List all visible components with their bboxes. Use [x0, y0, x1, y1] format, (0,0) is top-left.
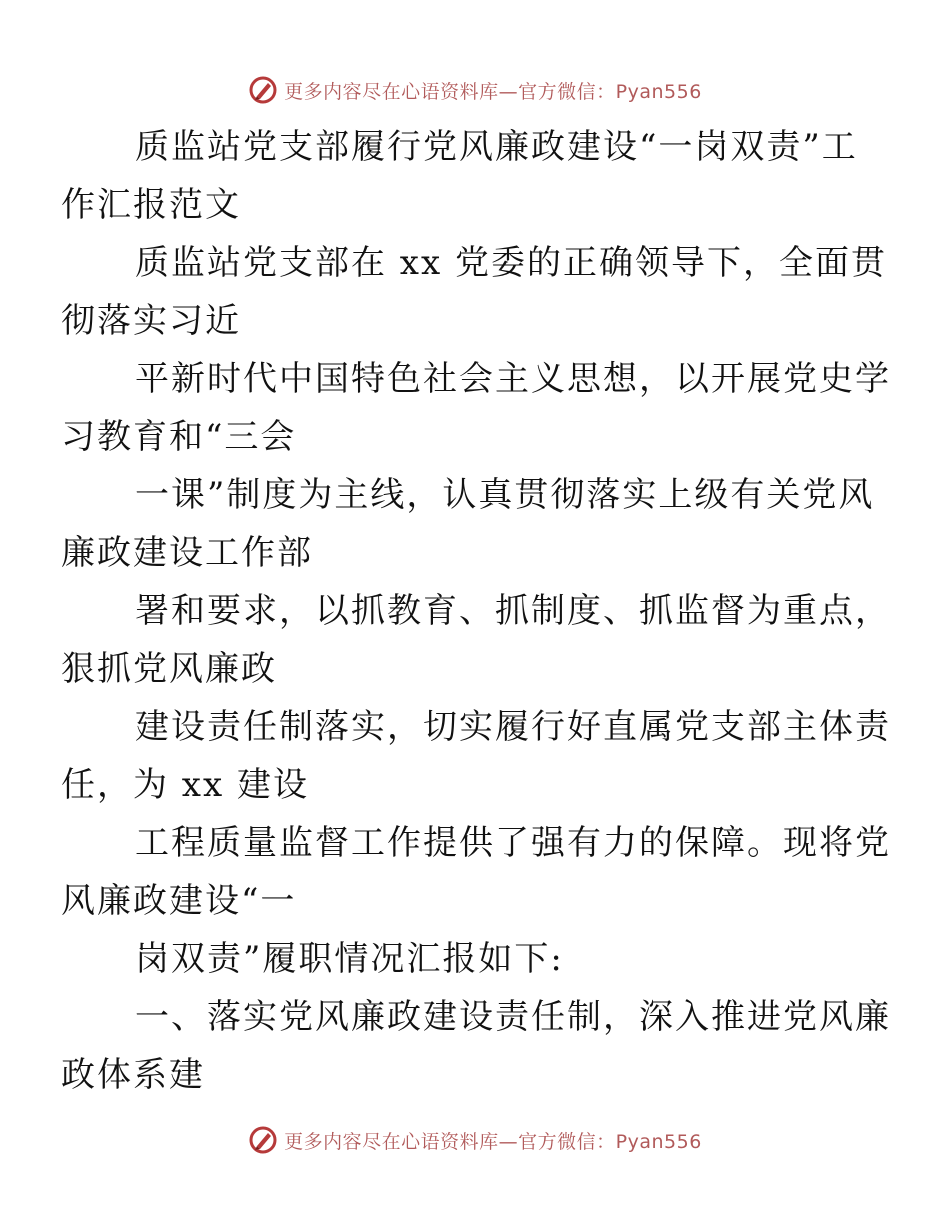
paragraph: [61, 698, 891, 814]
text-line: 质监站党支部在 xx 党委的正确领导下，全面贯: [135, 243, 887, 283]
text-line: 作汇报范文: [61, 185, 241, 225]
document-title: [61, 118, 858, 234]
footer-banner: [0, 1120, 950, 1160]
text-line: 习教育和“三会: [61, 417, 297, 457]
text-line: 廉政建设工作部: [61, 533, 313, 573]
text-line: 一课”制度为主线，认真贯彻落实上级有关党风: [135, 475, 875, 515]
paragraph: [61, 582, 891, 698]
red-pen-logo-icon: [248, 75, 278, 105]
text-line: 平新时代中国特色社会主义思想，以开展党史学: [135, 359, 891, 399]
header-banner: [0, 70, 950, 110]
text-line: 狠抓党风廉政: [61, 649, 277, 689]
text-line: 建设责任制落实，切实履行好直属党支部主体责: [135, 707, 891, 747]
text-line: 署和要求，以抓教育、抓制度、抓监督为重点，: [135, 591, 891, 631]
text-line: 风廉政建设“一: [61, 881, 297, 921]
section-heading: [61, 988, 891, 1104]
text-line: 彻落实习近: [61, 301, 241, 341]
text-line: 政体系建: [61, 1055, 205, 1095]
text-line: 质监站党支部履行党风廉政建设“一岗双责”工: [135, 127, 858, 167]
paragraph: [61, 234, 887, 350]
red-pen-logo-icon: [248, 1125, 278, 1155]
text-line: 工程质量监督工作提供了强有力的保障。现将党: [135, 823, 891, 863]
paragraph: [61, 466, 875, 582]
paragraph: [98, 930, 854, 988]
header-banner-text: 更多内容尽在心语资料库—官方微信：Pyan556: [284, 80, 702, 103]
paragraph: [61, 814, 891, 930]
footer-banner-text: 更多内容尽在心语资料库—官方微信：Pyan556: [284, 1130, 702, 1153]
text-line: 任，为 xx 建设: [61, 765, 309, 805]
text-line: 岗双责”履职情况汇报如下:: [135, 939, 564, 979]
document-body: [61, 118, 891, 1104]
paragraph: [61, 350, 891, 466]
text-line: 一、落实党风廉政建设责任制，深入推进党风廉: [135, 997, 891, 1037]
